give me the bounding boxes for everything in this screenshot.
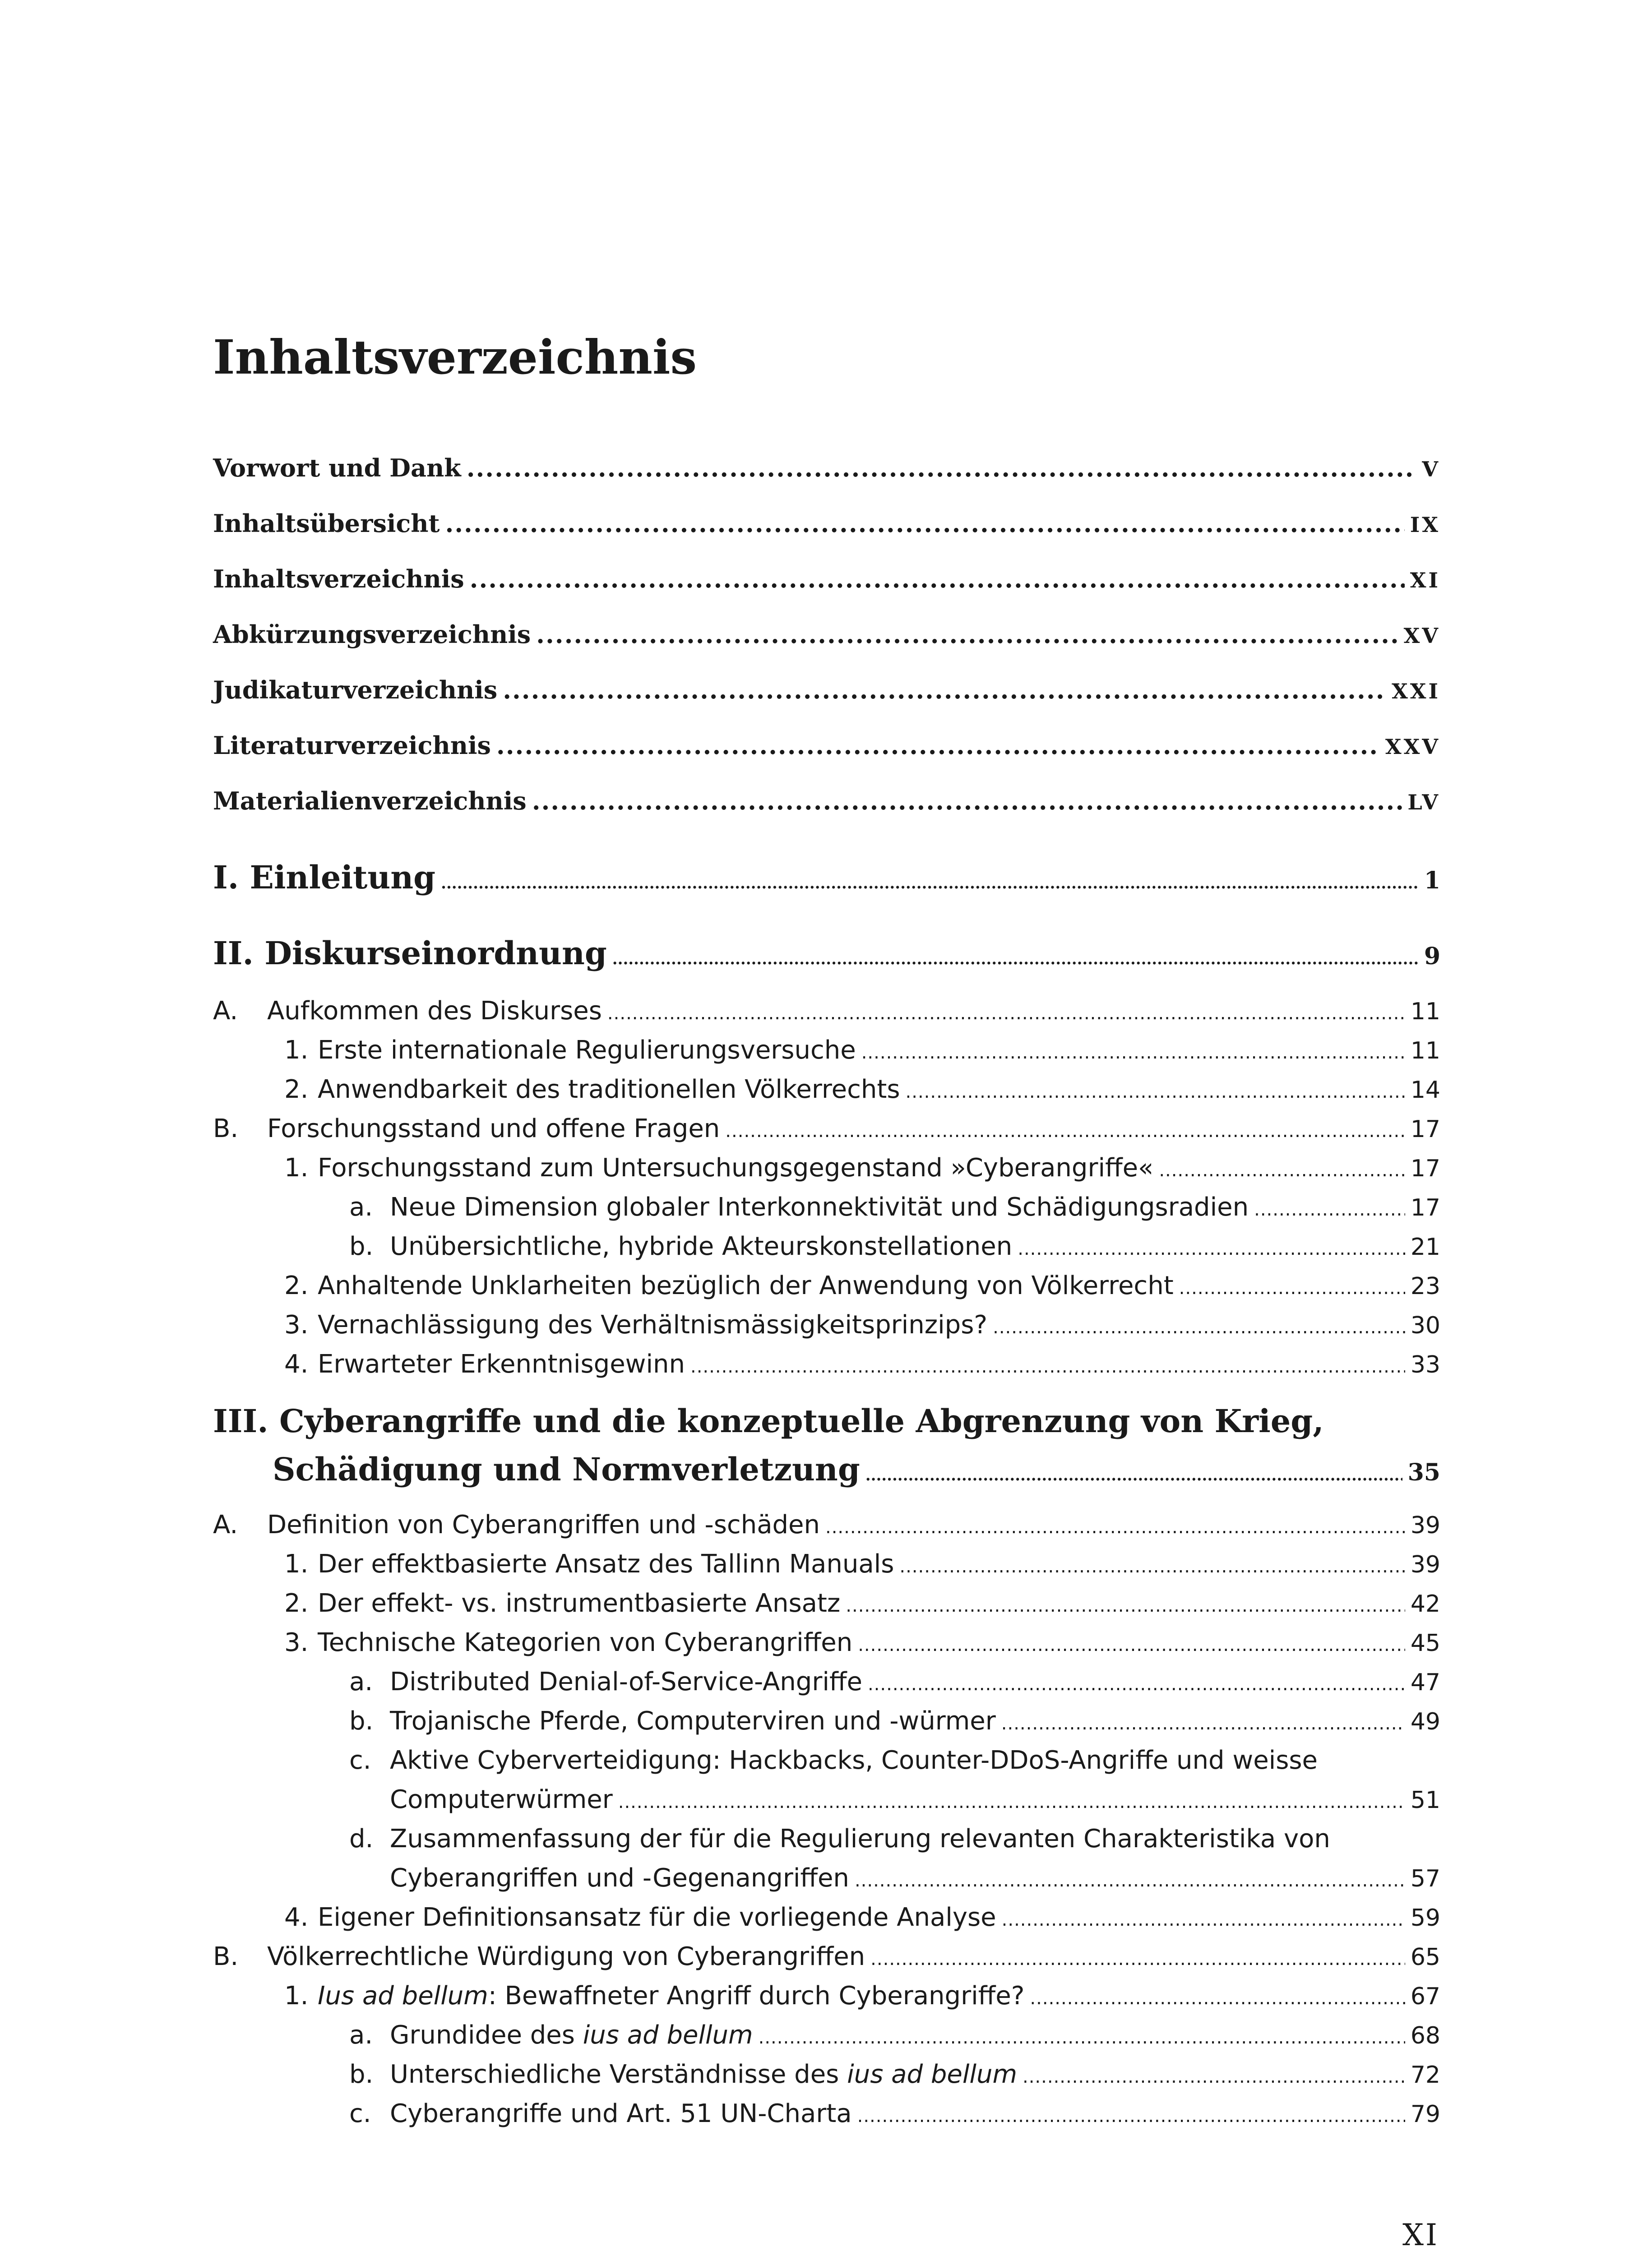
italic-term: Ius ad bellum xyxy=(318,1981,488,2011)
leader-dots xyxy=(1018,1240,1405,1258)
toc-page-number: 17 xyxy=(1410,1194,1440,1221)
toc-chapter-3[interactable] xyxy=(273,1451,1440,1488)
leader-dots xyxy=(536,622,1398,647)
leader-dots xyxy=(1159,1161,1405,1179)
toc-page-number: 42 xyxy=(1410,1590,1440,1618)
toc-entry-label: Vorwort und Dank xyxy=(213,453,461,482)
toc-entry-number: b. xyxy=(349,1706,374,1736)
toc-entry-number: 3. xyxy=(284,1628,309,1657)
toc-entry-number: 1. xyxy=(284,1153,309,1183)
toc-page-number: 79 xyxy=(1410,2101,1440,2128)
toc-page-number: 14 xyxy=(1410,1077,1440,1104)
toc-section-3b[interactable] xyxy=(213,1944,1440,1969)
leader-dots xyxy=(1030,1989,1405,2007)
toc-entry-inhaltsverzeichnis[interactable] xyxy=(213,564,1440,593)
toc-page-number: 47 xyxy=(1410,1669,1440,1696)
toc-chapter-label: I. Einleitung xyxy=(213,859,436,896)
toc-entry-label: Inhaltsverzeichnis xyxy=(213,564,464,593)
toc-page-number: 11 xyxy=(1410,1037,1440,1064)
toc-entry-number: a. xyxy=(349,1193,373,1222)
leader-dots xyxy=(870,1950,1405,1968)
toc-entry-label: Cyberangriffe und Art. 51 UN-Charta xyxy=(390,2099,852,2128)
label-rest: : Bewaffneter Angriff durch Cyberangriffe? xyxy=(488,1981,1025,2011)
toc-page-number: 67 xyxy=(1410,1983,1440,2010)
toc-subsubsection-2b1a[interactable] xyxy=(349,1195,1440,1220)
toc-page-number: 11 xyxy=(1410,998,1440,1025)
toc-entry-number: a. xyxy=(349,1667,373,1697)
toc-entry-label: Der effekt- vs. instrumentbasierte Ansatz xyxy=(318,1589,841,1618)
toc-entry-label: Erste internationale Regulierungsversuche xyxy=(318,1036,856,1065)
toc-entry-label: Neue Dimension globaler Interkonnektivität und Schädigungsradien xyxy=(390,1193,1249,1222)
toc-chapter-2[interactable] xyxy=(213,934,1440,972)
leader-dots xyxy=(1023,2068,1405,2086)
toc-page-number: 17 xyxy=(1410,1155,1440,1182)
toc-entry-number: c. xyxy=(349,2099,371,2128)
toc-page-number: 65 xyxy=(1410,1944,1440,1971)
toc-subsection-2b3[interactable] xyxy=(284,1310,1440,1340)
toc-entry-number: 3. xyxy=(284,1310,309,1340)
toc-page-number: 45 xyxy=(1410,1630,1440,1657)
toc-entry-vorwort[interactable] xyxy=(213,453,1440,482)
leader-dots xyxy=(1002,1911,1405,1929)
leader-dots xyxy=(1179,1279,1405,1297)
toc-entry-label: Materialienverzeichnis xyxy=(213,786,527,815)
leader-dots xyxy=(467,456,1417,480)
toc-entry-label xyxy=(390,2062,1017,2087)
toc-entry-label: Inhaltsübersicht xyxy=(213,509,440,538)
toc-entry-label: Vernachlässigung des Verhältnismässigkeitsprinzips? xyxy=(318,1310,988,1340)
toc-subsection-3b1[interactable] xyxy=(284,1983,1440,2009)
toc-entry-label: Völkerrechtliche Würdigung von Cyberangriffen xyxy=(267,1942,865,1971)
toc-entry-number: 2. xyxy=(284,1589,309,1618)
leader-dots xyxy=(906,1083,1405,1101)
toc-entry-label xyxy=(318,1983,1024,2009)
toc-entry-label: Technische Kategorien von Cyberangriffen xyxy=(318,1628,853,1657)
toc-page-number: 39 xyxy=(1410,1551,1440,1578)
toc-page-number: LV xyxy=(1407,790,1440,814)
toc-page-number: 39 xyxy=(1410,1512,1440,1539)
toc-page-number: 9 xyxy=(1424,943,1440,970)
toc-page-number: 21 xyxy=(1410,1234,1440,1261)
toc-entry-label: Der effektbasierte Ansatz des Tallinn Manuals xyxy=(318,1549,894,1579)
toc-page-number: XXI xyxy=(1392,679,1440,703)
leader-dots xyxy=(868,1675,1405,1693)
leader-dots xyxy=(618,1793,1405,1811)
toc-entry-label: Zusammenfassung der für die Regulierung relevanten Charakteristika von xyxy=(390,1824,1330,1854)
toc-entry-label xyxy=(390,2020,753,2050)
toc-page-number: 1 xyxy=(1424,867,1440,894)
leader-dots xyxy=(470,567,1405,591)
toc-entry-number: c. xyxy=(349,1746,371,1775)
leader-dots xyxy=(503,678,1386,702)
toc-subsubsection-3a3c[interactable] xyxy=(390,1787,1440,1812)
toc-entry-number: b. xyxy=(349,1232,374,1261)
toc-entry-label: Cyberangriffen und -Gegenangriffen xyxy=(390,1863,849,1893)
toc-subsection-2b4[interactable] xyxy=(284,1352,1440,1377)
toc-entry-label: Forschungsstand zum Untersuchungsgegenstand »Cyberangriffe« xyxy=(318,1153,1154,1183)
toc-entry-number: 4. xyxy=(284,1903,309,1932)
toc-chapter-3-line1[interactable]: III. Cyberangriffe und die konzeptuelle Abgrenzung von Krieg, xyxy=(213,1402,1324,1440)
leader-dots xyxy=(855,1872,1405,1890)
toc-entry-label: Definition von Cyberangriffen und -schäden xyxy=(267,1510,820,1539)
toc-subsubsection-3a3d-line1[interactable] xyxy=(349,1826,1330,1852)
toc-entry-label: Aktive Cyberverteidigung: Hackbacks, Counter-DDoS-Angriffe und weisse xyxy=(390,1746,1318,1775)
page-title: Inhaltsverzeichnis xyxy=(213,329,697,385)
toc-entry-materialienverzeichnis[interactable] xyxy=(213,786,1440,815)
toc-entry-label: Aufkommen des Diskurses xyxy=(267,996,602,1026)
leader-dots xyxy=(899,1558,1405,1576)
toc-chapter-label: II. Diskurseinordnung xyxy=(213,934,607,972)
toc-entry-number: 2. xyxy=(284,1075,309,1104)
leader-dots xyxy=(1254,1201,1405,1219)
toc-entry-label: Trojanische Pferde, Computerviren und -würmer xyxy=(390,1706,996,1736)
toc-entry-number: 4. xyxy=(284,1350,309,1379)
toc-subsection-2b1[interactable] xyxy=(284,1153,1440,1183)
toc-subsubsection-3b1b[interactable] xyxy=(349,2062,1440,2087)
label-pre: Grundidee des xyxy=(390,2020,583,2050)
toc-subsubsection-2b1b[interactable] xyxy=(349,1234,1440,1259)
toc-chapter-label: Schädigung und Normverletzung xyxy=(273,1451,860,1488)
toc-subsection-3a4[interactable] xyxy=(284,1905,1440,1930)
toc-page-number: 17 xyxy=(1410,1116,1440,1143)
toc-subsubsection-3a3c-line1[interactable] xyxy=(349,1748,1318,1773)
toc-entry-label: Judikaturverzeichnis xyxy=(213,675,498,704)
leader-dots xyxy=(612,952,1419,967)
toc-section-2a[interactable] xyxy=(213,996,1440,1026)
toc-entry-label: Abkürzungsverzeichnis xyxy=(213,620,531,649)
toc-subsubsection-3a3a[interactable] xyxy=(349,1669,1440,1695)
leader-dots xyxy=(846,1597,1405,1615)
toc-entry-number: A. xyxy=(213,1510,238,1539)
toc-subsubsection-3b1c[interactable] xyxy=(349,2101,1440,2127)
leader-dots xyxy=(759,2029,1405,2047)
toc-entry-label: Unübersichtliche, hybride Akteurskonstellationen xyxy=(390,1232,1013,1261)
toc-page-number: 57 xyxy=(1410,1865,1440,1892)
toc-entry-number: B. xyxy=(213,1114,239,1143)
toc-entry-number: 1. xyxy=(284,1549,309,1579)
toc-page-number: IX xyxy=(1410,513,1440,537)
toc-entry-label: Forschungsstand und offene Fragen xyxy=(267,1114,720,1143)
label-pre: Unterschiedliche Verständnisse des xyxy=(390,2060,847,2089)
toc-entry-label: Anwendbarkeit des traditionellen Völkerrechts xyxy=(318,1075,900,1104)
leader-dots xyxy=(441,876,1419,891)
italic-term: ius ad bellum xyxy=(583,2020,753,2050)
leader-dots xyxy=(607,1004,1405,1022)
leader-dots xyxy=(496,733,1380,758)
leader-dots xyxy=(861,1044,1405,1062)
toc-entry-label: Eigener Definitionsansatz für die vorliegende Analyse xyxy=(318,1903,996,1932)
toc-entry-number: b. xyxy=(349,2060,374,2089)
toc-page-number: 68 xyxy=(1410,2022,1440,2049)
toc-page-number: 33 xyxy=(1410,1351,1440,1378)
leader-dots xyxy=(532,789,1402,813)
leader-dots xyxy=(445,511,1404,536)
toc-page-number: 23 xyxy=(1410,1273,1440,1300)
toc-subsection-2b2[interactable] xyxy=(284,1273,1440,1299)
toc-page-number: V xyxy=(1422,457,1440,481)
toc-page-number: 35 xyxy=(1407,1459,1440,1486)
leader-dots xyxy=(725,1122,1405,1140)
toc-subsection-2a1[interactable] xyxy=(284,1038,1440,1063)
toc-entry-inhaltsuebersicht[interactable] xyxy=(213,511,1440,536)
toc-subsubsection-3a3b[interactable] xyxy=(349,1706,1440,1736)
toc-subsubsection-3b1a[interactable] xyxy=(349,2020,1440,2050)
toc-section-3a[interactable] xyxy=(213,1512,1440,1538)
toc-entry-number: A. xyxy=(213,996,238,1026)
toc-subsection-3a3[interactable] xyxy=(284,1630,1440,1655)
leader-dots xyxy=(865,1468,1402,1483)
toc-page-number: 72 xyxy=(1410,2062,1440,2089)
leader-dots xyxy=(1001,1715,1405,1733)
toc-entry-label: Computerwürmer xyxy=(390,1785,613,1814)
toc-page-number: 30 xyxy=(1410,1312,1440,1339)
toc-entry-judikaturverzeichnis[interactable] xyxy=(213,675,1440,704)
toc-page-number: XV xyxy=(1403,624,1440,648)
leader-dots xyxy=(857,2107,1405,2125)
toc-entry-number: B. xyxy=(213,1942,239,1971)
toc-entry-number: a. xyxy=(349,2020,373,2050)
italic-term: ius ad bellum xyxy=(847,2060,1017,2089)
page-number-footer: XI xyxy=(1402,2218,1439,2252)
leader-dots xyxy=(825,1518,1405,1536)
leader-dots xyxy=(690,1358,1405,1376)
toc-section-2b[interactable] xyxy=(213,1116,1440,1142)
toc-entry-number: 1. xyxy=(284,1036,309,1065)
toc-entry-number: 1. xyxy=(284,1981,309,2011)
toc-chapter-1[interactable] xyxy=(213,859,1440,896)
toc-subsection-3a1[interactable] xyxy=(284,1549,1440,1579)
toc-page-number: 59 xyxy=(1410,1905,1440,1932)
toc-entry-label: Literaturverzeichnis xyxy=(213,731,491,760)
toc-entry-label: Anhaltende Unklarheiten bezüglich der Anwendung von Völkerrecht xyxy=(318,1271,1174,1300)
toc-subsection-2a2[interactable] xyxy=(284,1077,1440,1102)
toc-page-number: XXV xyxy=(1385,735,1440,759)
toc-entry-number: 2. xyxy=(284,1271,309,1300)
toc-entry-number: d. xyxy=(349,1824,374,1854)
toc-entry-label: Erwarteter Erkenntnisgewinn xyxy=(318,1350,685,1379)
leader-dots xyxy=(993,1318,1405,1336)
toc-subsubsection-3a3d[interactable] xyxy=(390,1863,1440,1893)
toc-page-number: XI xyxy=(1410,568,1440,592)
toc-entry-label: Distributed Denial-of-Service-Angriffe xyxy=(390,1667,862,1697)
toc-entry-literaturverzeichnis[interactable] xyxy=(213,733,1440,758)
leader-dots xyxy=(858,1636,1405,1654)
toc-page-number: 49 xyxy=(1410,1708,1440,1735)
toc-page-number: 51 xyxy=(1410,1787,1440,1814)
toc-entry-abkuerzungsverzeichnis[interactable] xyxy=(213,622,1440,647)
toc-subsection-3a2[interactable] xyxy=(284,1591,1440,1616)
